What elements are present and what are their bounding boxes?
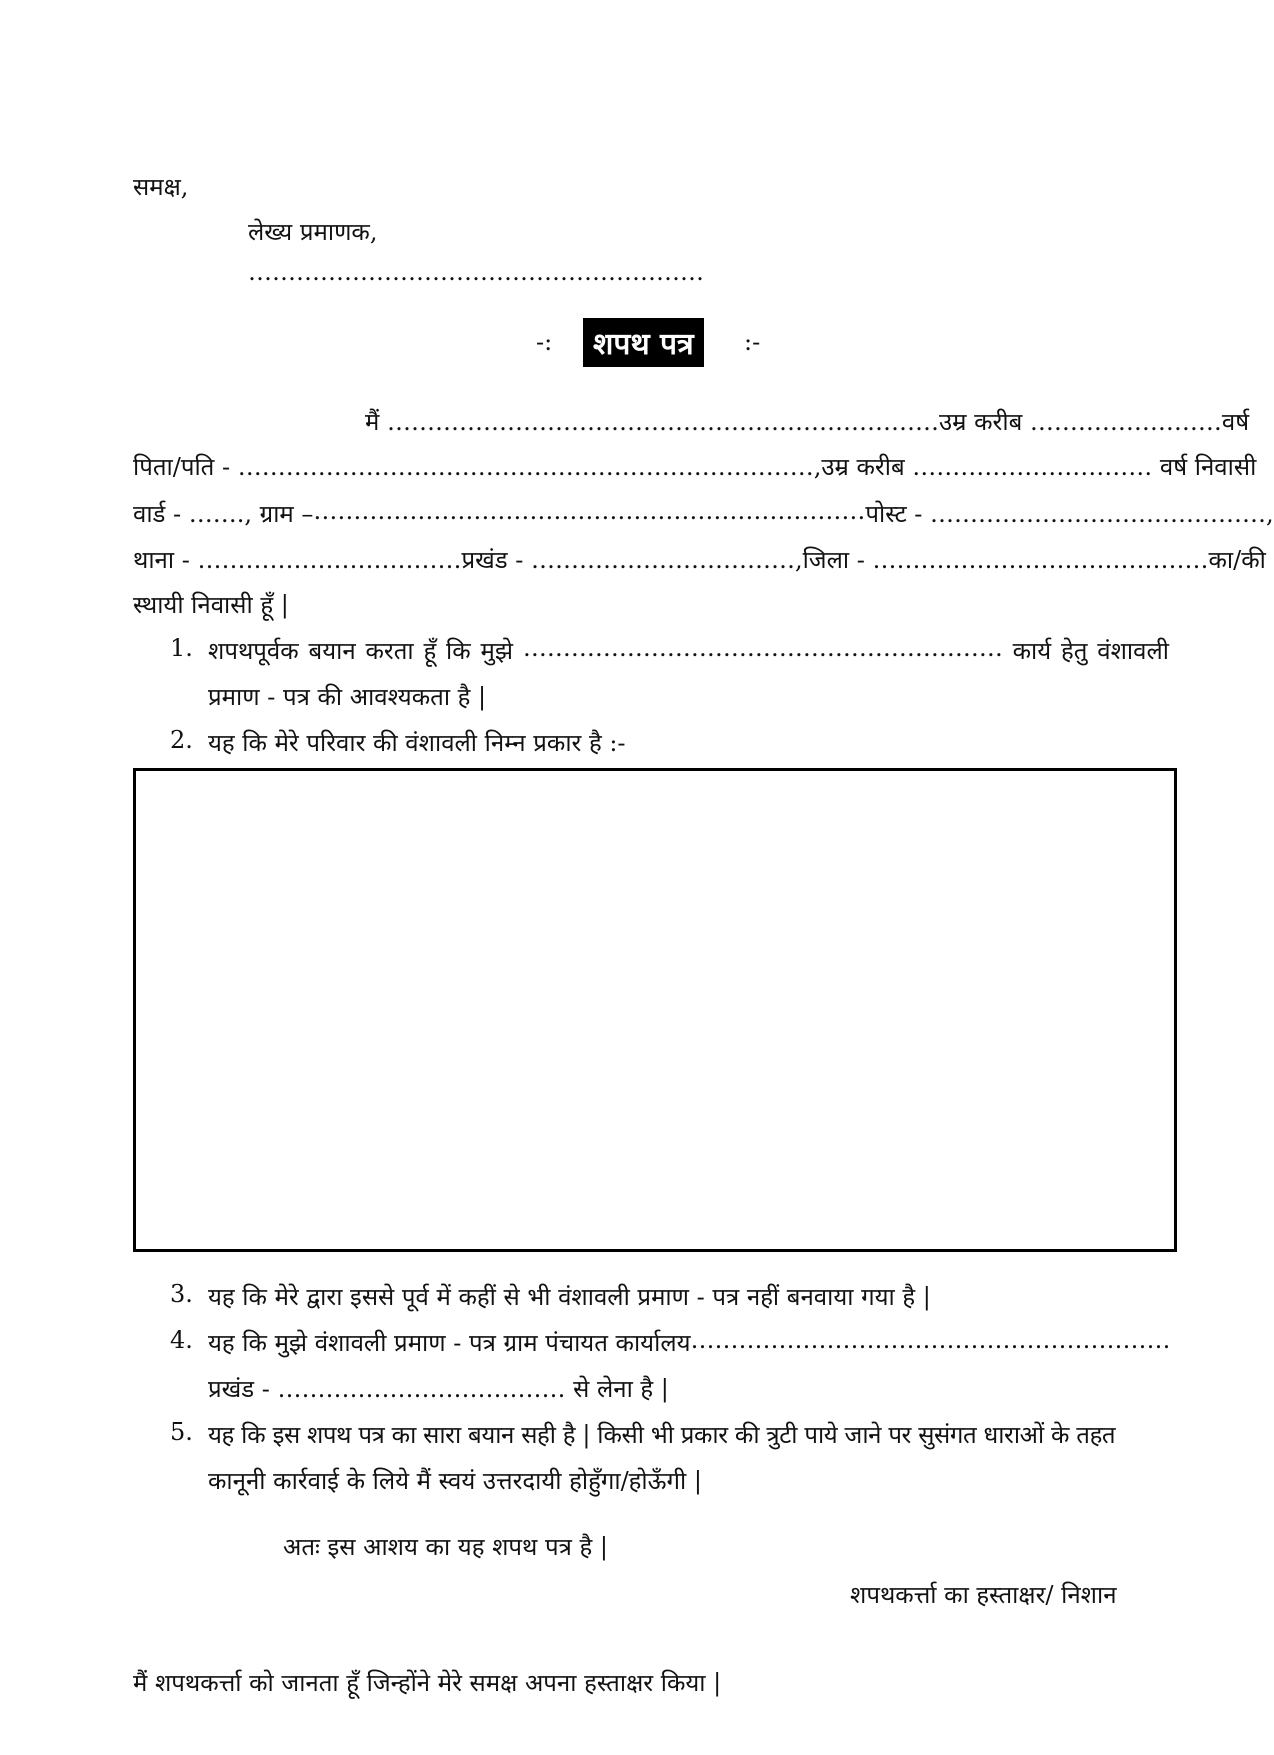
p1-word: वंशावली bbox=[1097, 637, 1169, 665]
p1-word: हेतु bbox=[1061, 637, 1088, 665]
genealogy-box[interactable] bbox=[133, 768, 1177, 1252]
point-5-number: 5. bbox=[170, 1418, 193, 1446]
father-age-blank[interactable]: उम्र करीब ………………………… वर्ष निवासी bbox=[821, 453, 1257, 481]
intro-line-2 bbox=[133, 450, 1257, 483]
police-station-blank[interactable]: थाना - …………………………… bbox=[133, 546, 462, 574]
page-title bbox=[583, 318, 704, 367]
witness-statement: मैं शपथकर्त्ता को जानता हूँ जिन्होंने मेरे समक्ष अपना हस्ताक्षर किया | bbox=[133, 1669, 722, 1697]
intro-line-1 bbox=[365, 405, 1250, 438]
point-1-line-1 bbox=[208, 634, 1169, 667]
block-blank[interactable]: प्रखंड - ……………………………, bbox=[461, 546, 803, 574]
panchayat-blank[interactable]: …………………………………………………… bbox=[690, 1326, 1171, 1354]
point-5-line-1 bbox=[208, 1418, 1169, 1451]
post-blank[interactable]: पोस्ट - ……………………………………, bbox=[865, 500, 1274, 528]
purpose-blank[interactable]: …………………………………………………… bbox=[522, 634, 1003, 662]
point-1-number: 1. bbox=[170, 634, 193, 662]
p1-word: कार्य bbox=[1012, 637, 1052, 665]
point-2-number: 2. bbox=[170, 726, 193, 754]
ward-village-label: वार्ड - ……., ग्राम – bbox=[133, 500, 314, 528]
point-5-line-2: कानूनी कार्रवाई के लिये मैं स्वयं उत्तरदायी होहुँगा/होऊँगी | bbox=[208, 1467, 702, 1495]
addressee-label: समक्ष, bbox=[133, 173, 189, 201]
resident-line: स्थायी निवासी हूँ | bbox=[133, 591, 289, 619]
point-2-text: यह कि मेरे परिवार की वंशावली निम्न प्रकार है :- bbox=[208, 729, 626, 757]
p1-word: कि bbox=[446, 637, 471, 665]
point-4-number: 4. bbox=[170, 1326, 193, 1354]
title-right-mark: :- bbox=[744, 328, 761, 356]
officer-title: लेख्य प्रमाणक, bbox=[248, 218, 378, 246]
intro-line-3 bbox=[133, 497, 1274, 530]
point-3-text: यह कि मेरे द्वारा इससे पूर्व में कहीं से भी वंशावली प्रमाण - पत्र नहीं बनवाया गया है | bbox=[208, 1283, 931, 1311]
p1-word: करता bbox=[365, 637, 414, 665]
intro-line-4 bbox=[133, 543, 1266, 576]
title-left-mark: -: bbox=[536, 328, 553, 356]
name-blank[interactable]: मैं …………………………………………………………… bbox=[365, 408, 939, 436]
officer-blank[interactable]: ………………………………………………… bbox=[248, 258, 704, 286]
p1-word: हूँ bbox=[423, 637, 437, 665]
point-3-number: 3. bbox=[170, 1280, 193, 1308]
point-1-line-2: प्रमाण - पत्र की आवश्यकता है | bbox=[208, 683, 487, 711]
closing-statement: अतः इस आशय का यह शपथ पत्र है | bbox=[283, 1533, 608, 1561]
point-4-line-2: प्रखंड - ……………………………… से लेना है | bbox=[208, 1375, 669, 1403]
gender-label: का/की bbox=[1208, 546, 1266, 574]
p1-word: बयान bbox=[308, 637, 356, 665]
point-5-text: यह कि इस शपथ पत्र का सारा बयान सही है | किसी भी प्रकार की त्रुटी पाये जाने पर सुसंगत धाराओं के तहत bbox=[208, 1421, 1116, 1449]
year-label: वर्ष bbox=[1221, 408, 1250, 436]
father-husband-blank[interactable]: पिता/पति - ………………………………………………………………, bbox=[133, 453, 822, 481]
title-text: शपथ पत्र bbox=[583, 318, 704, 367]
village-blank[interactable]: …………………………………………………………… bbox=[313, 497, 866, 525]
p1-word: मुझे bbox=[480, 637, 513, 665]
point-4-text: यह कि मुझे वंशावली प्रमाण - पत्र ग्राम पंचायत कार्यालय bbox=[208, 1329, 691, 1357]
signature-label[interactable]: शपथकर्त्ता का हस्ताक्षर/ निशान bbox=[850, 1581, 1117, 1609]
age-blank[interactable]: उम्र करीब …………………… bbox=[938, 408, 1222, 436]
point-4-line-1 bbox=[208, 1326, 1169, 1359]
p1-word: शपथपूर्वक bbox=[208, 637, 299, 665]
district-blank[interactable]: जिला - …………………………………… bbox=[802, 546, 1209, 574]
